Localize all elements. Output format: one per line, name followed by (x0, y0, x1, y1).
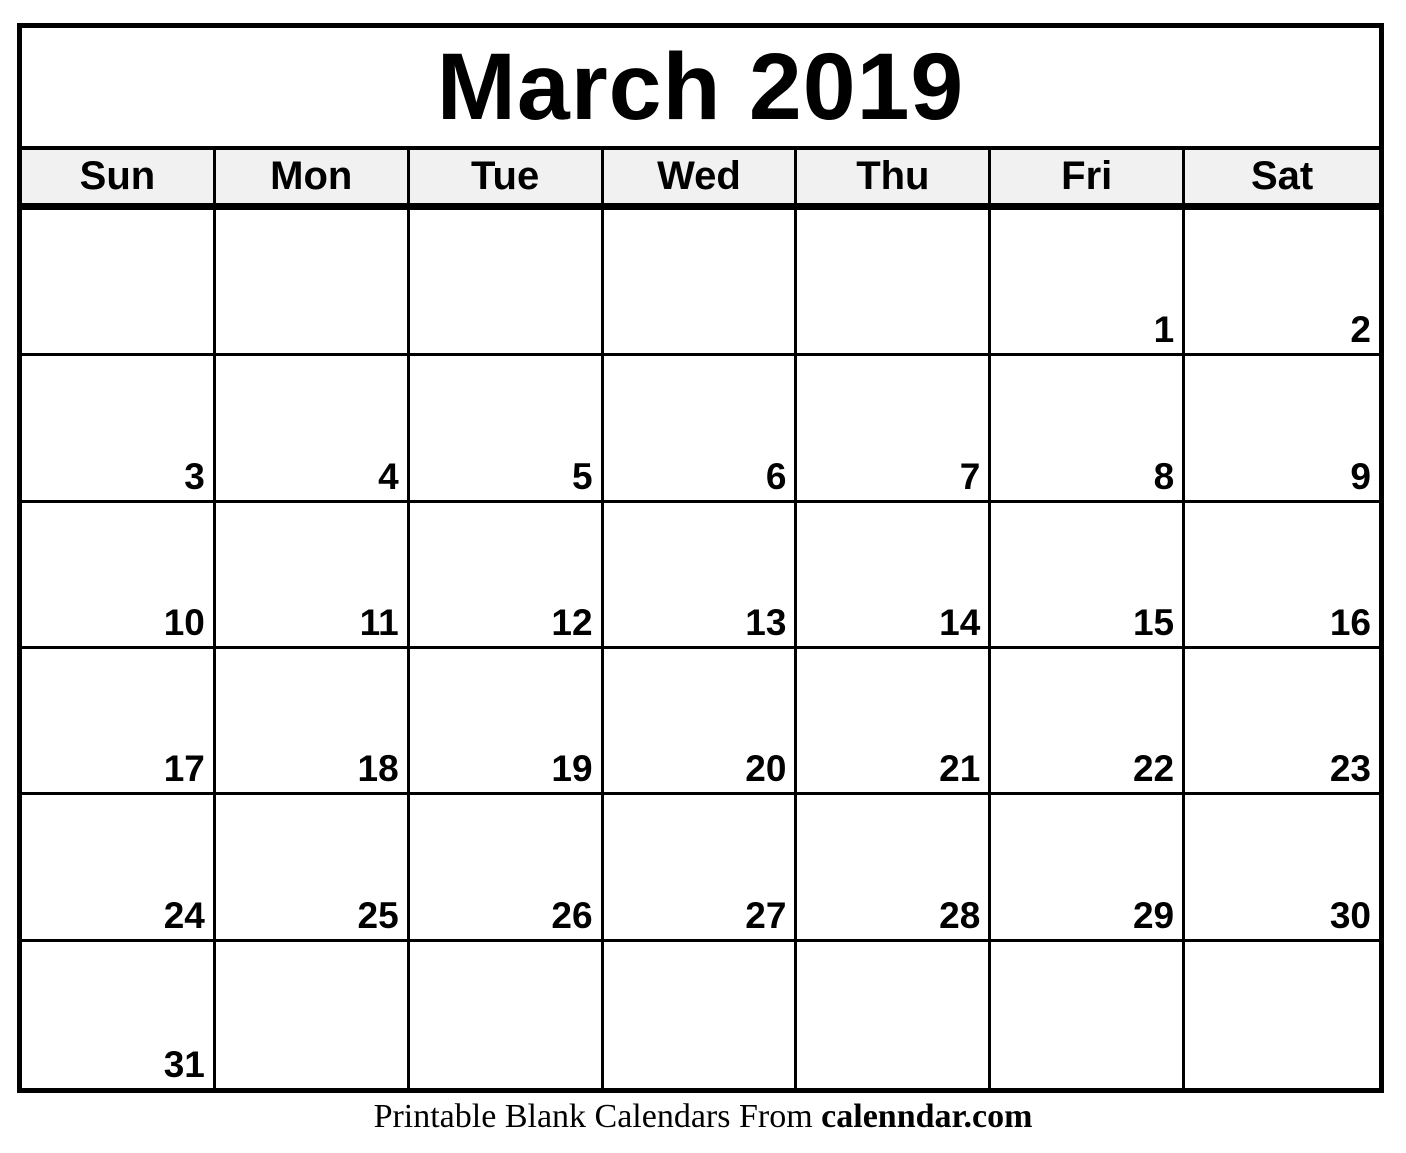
date-cell (991, 942, 1185, 1088)
date-number: 28 (939, 894, 981, 936)
weekday-header-tue: Tue (410, 150, 604, 203)
weekday-header-fri: Fri (991, 150, 1185, 203)
date-cell (410, 649, 604, 795)
weekday-header-thu: Thu (797, 150, 991, 203)
date-number: 15 (1132, 601, 1175, 643)
date-cell (991, 795, 1185, 941)
date-number: 23 (1329, 748, 1371, 790)
date-cell (991, 356, 1185, 502)
date-cell (991, 210, 1185, 356)
weekday-header-mon: Mon (216, 150, 410, 203)
calendar-grid (22, 210, 1379, 1088)
date-cell (1185, 942, 1379, 1088)
date-cell (216, 942, 410, 1088)
date-cell (1185, 649, 1379, 795)
date-number: 24 (163, 894, 205, 936)
date-cell (797, 942, 991, 1088)
date-cell (216, 210, 410, 356)
date-cell (216, 356, 410, 502)
date-number: 2 (1350, 309, 1371, 351)
date-number: 1 (1153, 309, 1175, 351)
date-cell (604, 649, 798, 795)
month-title: March 2019 (22, 28, 1379, 150)
footer-credit (0, 1098, 1406, 1136)
date-cell (604, 356, 798, 502)
date-cell (797, 795, 991, 941)
date-cell (22, 649, 216, 795)
date-number: 3 (184, 455, 205, 497)
date-cell (1185, 210, 1379, 356)
date-number: 21 (939, 748, 981, 790)
date-number: 22 (1132, 748, 1175, 790)
date-number: 20 (745, 748, 787, 790)
date-cell (604, 795, 798, 941)
date-cell (216, 795, 410, 941)
weekday-header-sat: Sat (1250, 154, 1314, 198)
date-number: 14 (939, 601, 981, 643)
date-cell (22, 503, 216, 649)
date-number: 19 (551, 748, 593, 790)
date-number: 4 (378, 455, 399, 497)
footer-brand: calenndar.com (821, 1098, 1033, 1135)
date-cell (22, 356, 216, 502)
weekday-header-row (22, 150, 1379, 210)
date-number: 30 (1329, 894, 1371, 936)
date-cell (410, 210, 604, 356)
date-number: 6 (765, 455, 787, 497)
date-cell (410, 503, 604, 649)
footer-credit-text: Printable Blank Calendars From (373, 1098, 813, 1135)
date-number: 17 (163, 748, 205, 790)
date-cell (797, 649, 991, 795)
date-cell (1185, 795, 1379, 941)
date-number: 10 (163, 601, 205, 643)
date-number: 16 (1329, 601, 1371, 643)
date-number: 7 (959, 455, 981, 497)
date-number: 31 (163, 1043, 205, 1085)
date-cell (22, 942, 216, 1088)
date-cell (604, 942, 798, 1088)
date-cell (604, 503, 798, 649)
date-number: 27 (745, 894, 787, 936)
date-number: 9 (1350, 455, 1371, 497)
date-cell (410, 356, 604, 502)
weekday-header-wed: Wed (604, 150, 798, 203)
weekday-header-sun: Sun (22, 150, 216, 203)
date-cell (797, 503, 991, 649)
date-cell (1185, 356, 1379, 502)
date-number: 12 (551, 601, 593, 643)
date-cell (216, 503, 410, 649)
date-number: 29 (1132, 894, 1175, 936)
date-number: 25 (357, 894, 399, 936)
date-number: 26 (551, 894, 593, 936)
date-cell (22, 795, 216, 941)
date-cell (991, 649, 1185, 795)
date-number: 18 (357, 748, 399, 790)
date-cell (1185, 503, 1379, 649)
date-cell (797, 210, 991, 356)
date-number: 5 (571, 455, 593, 497)
date-cell (797, 356, 991, 502)
date-cell (604, 210, 798, 356)
date-cell (991, 503, 1185, 649)
date-number: 13 (745, 601, 787, 643)
date-cell (216, 649, 410, 795)
date-cell (410, 942, 604, 1088)
calendar-container (17, 23, 1384, 1093)
date-cell (410, 795, 604, 941)
date-cell (22, 210, 216, 356)
date-number: 8 (1153, 455, 1175, 497)
date-number: 11 (359, 601, 399, 643)
